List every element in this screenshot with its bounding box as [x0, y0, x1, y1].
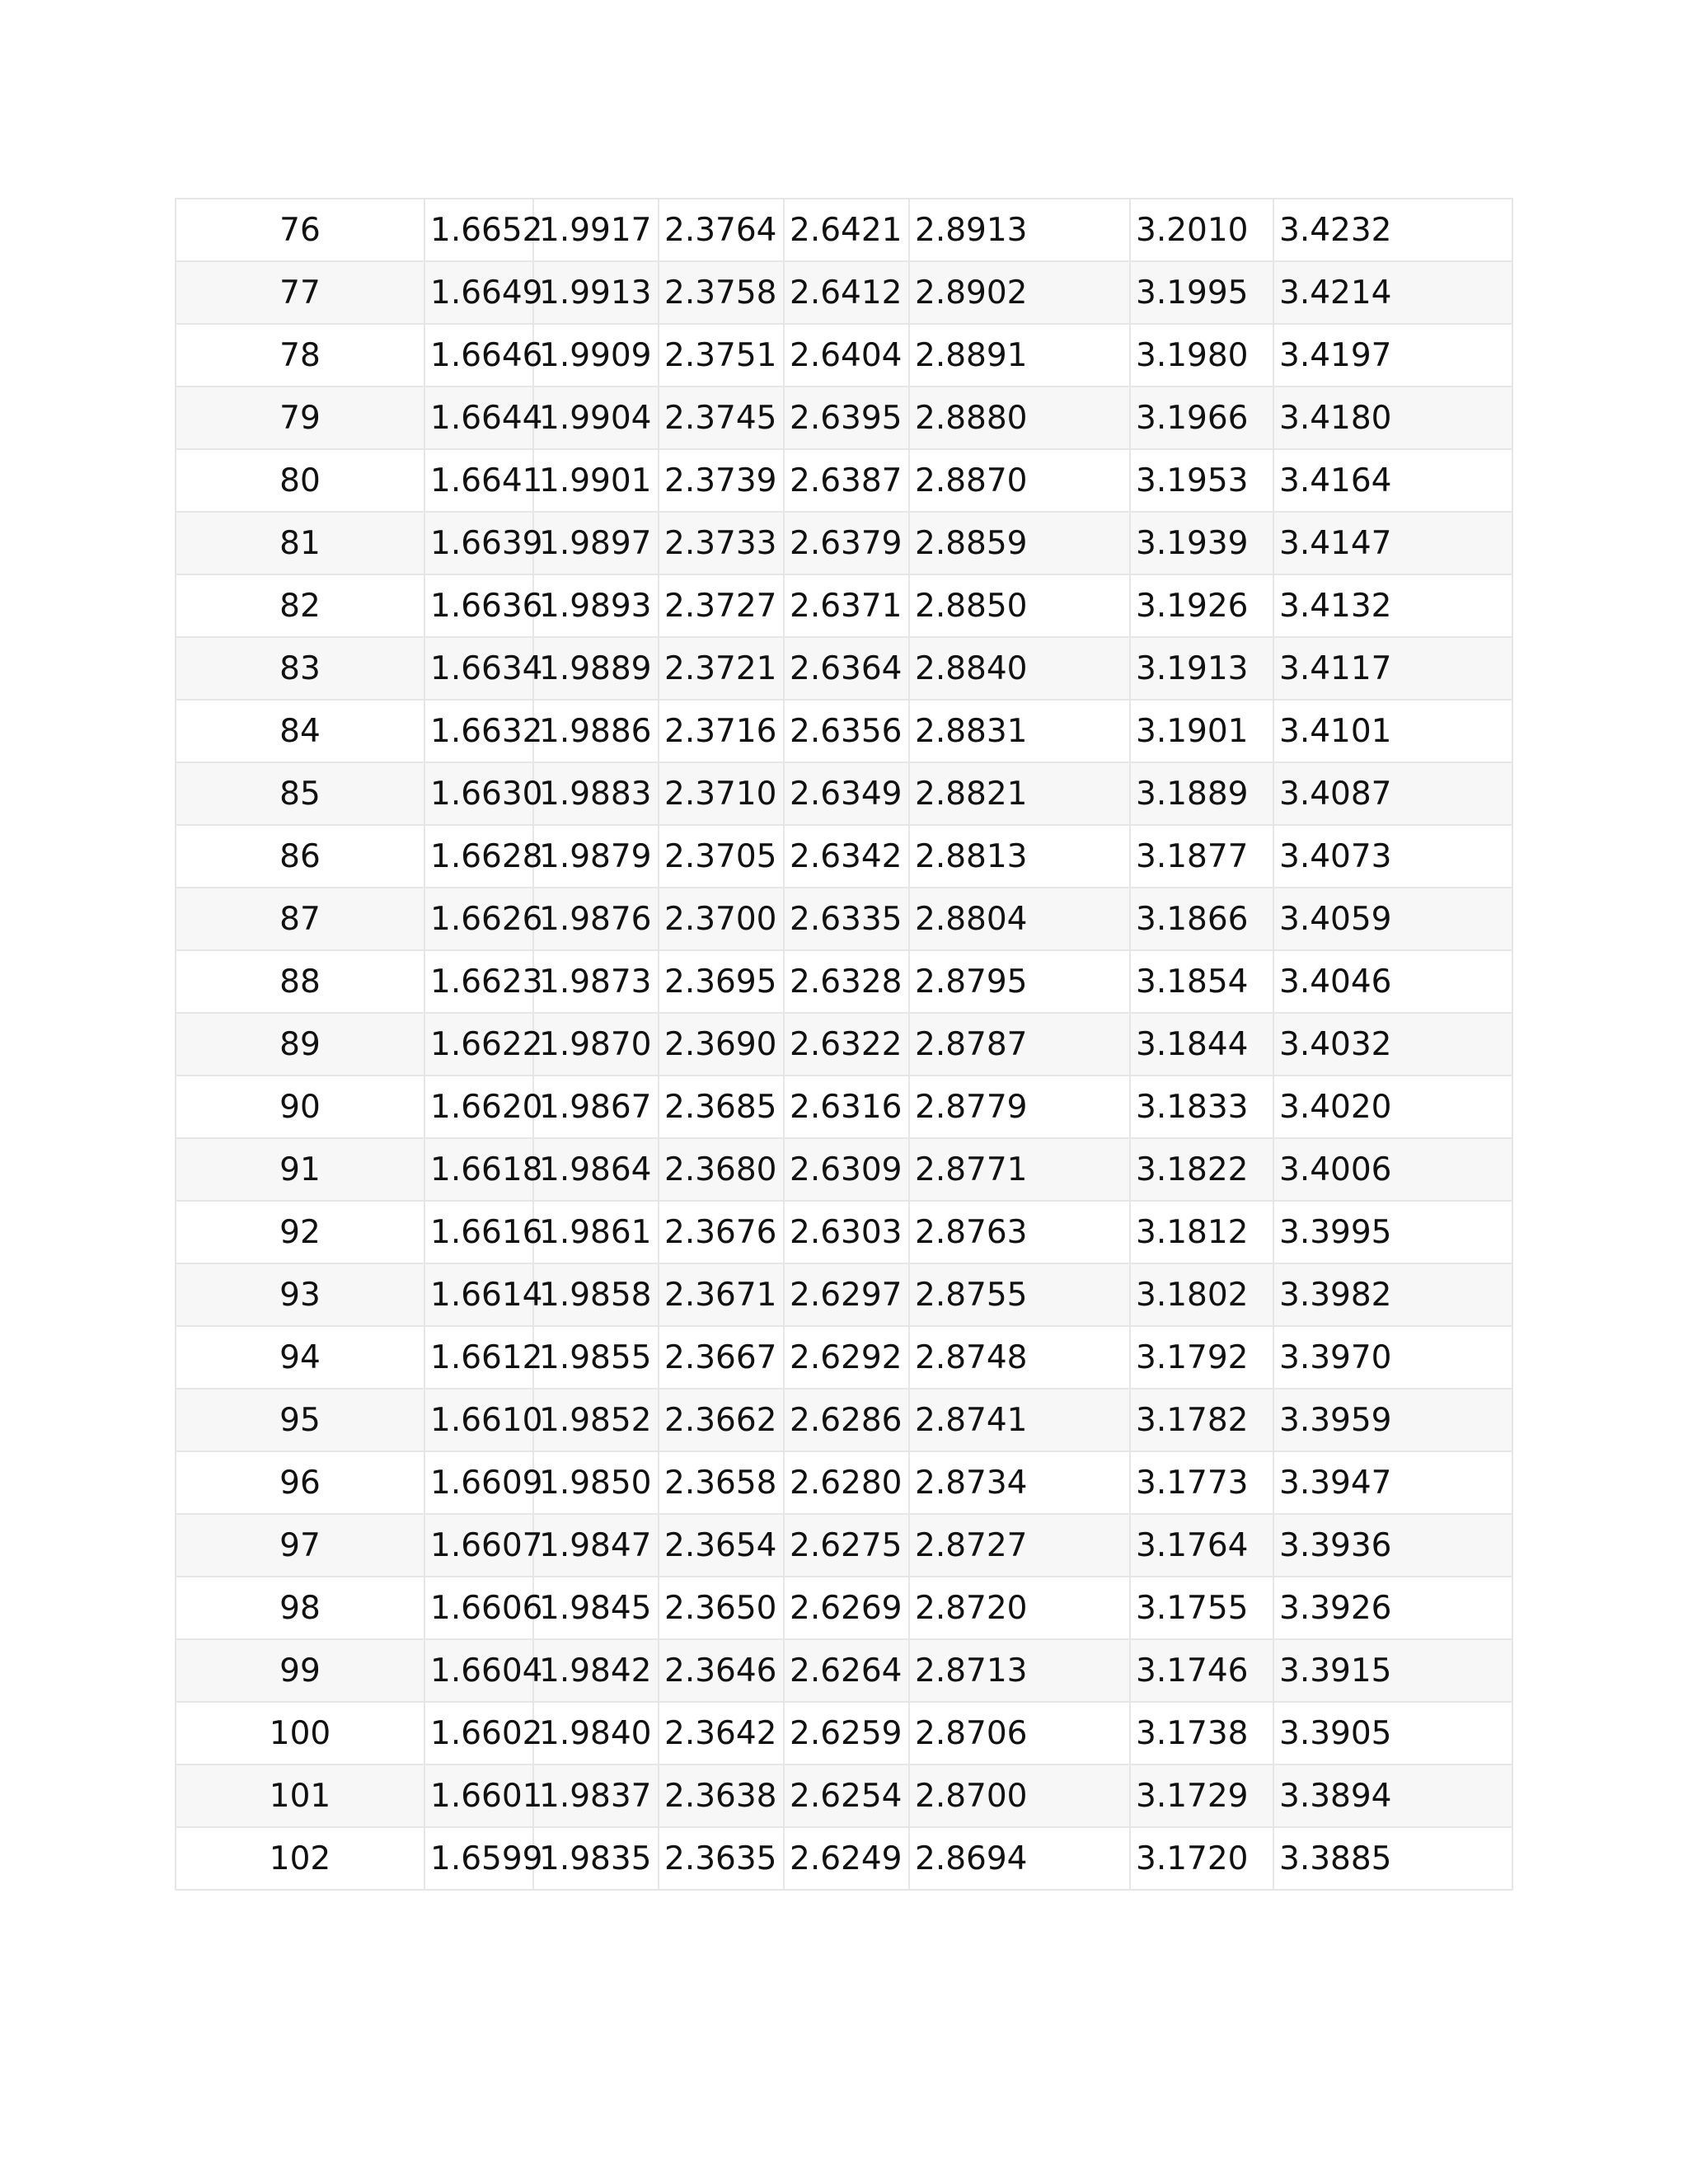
- value-cell[interactable]: 3.1755: [1130, 1577, 1273, 1639]
- value-cell[interactable]: 2.3705: [659, 825, 784, 888]
- value-cell[interactable]: 3.3885: [1273, 1827, 1512, 1890]
- value-cell[interactable]: 3.4232: [1273, 199, 1512, 261]
- value-cell[interactable]: 3.1995: [1130, 261, 1273, 324]
- value-cell[interactable]: 1.6620: [424, 1076, 533, 1138]
- value-cell[interactable]: 1.9837: [533, 1765, 659, 1827]
- value-cell[interactable]: 2.6259: [784, 1702, 909, 1765]
- value-cell[interactable]: 2.6303: [784, 1201, 909, 1263]
- value-cell[interactable]: 1.9847: [533, 1514, 659, 1577]
- value-cell[interactable]: 3.1720: [1130, 1827, 1273, 1890]
- value-cell[interactable]: 2.6364: [784, 637, 909, 700]
- value-cell[interactable]: 2.3671: [659, 1263, 784, 1326]
- value-cell[interactable]: 1.9873: [533, 950, 659, 1013]
- value-cell[interactable]: 1.6618: [424, 1138, 533, 1201]
- row-index-cell[interactable]: 86: [176, 825, 424, 888]
- value-cell[interactable]: 2.8821: [909, 762, 1130, 825]
- table-row: [176, 512, 1512, 574]
- value-cell[interactable]: 3.4006: [1273, 1138, 1512, 1201]
- value-cell[interactable]: 2.3676: [659, 1201, 784, 1263]
- value-cell[interactable]: 2.8694: [909, 1827, 1130, 1890]
- value-cell[interactable]: 2.6322: [784, 1013, 909, 1076]
- value-cell[interactable]: 1.9864: [533, 1138, 659, 1201]
- value-cell[interactable]: 2.6269: [784, 1577, 909, 1639]
- value-cell[interactable]: 1.6644: [424, 387, 533, 449]
- row-index-cell[interactable]: 94: [176, 1326, 424, 1389]
- value-cell[interactable]: 2.6328: [784, 950, 909, 1013]
- value-cell[interactable]: 3.1802: [1130, 1263, 1273, 1326]
- value-cell[interactable]: 2.6309: [784, 1138, 909, 1201]
- value-cell[interactable]: 1.6630: [424, 762, 533, 825]
- value-cell[interactable]: 1.6632: [424, 700, 533, 762]
- value-cell[interactable]: 2.3667: [659, 1326, 784, 1389]
- value-cell[interactable]: 3.1926: [1130, 574, 1273, 637]
- value-cell[interactable]: 2.6292: [784, 1326, 909, 1389]
- value-cell[interactable]: 1.6609: [424, 1451, 533, 1514]
- row-index-cell[interactable]: 88: [176, 950, 424, 1013]
- row-index-cell[interactable]: 98: [176, 1577, 424, 1639]
- table-row: [176, 1263, 1512, 1326]
- value-cell[interactable]: 3.4101: [1273, 700, 1512, 762]
- value-cell[interactable]: 3.4117: [1273, 637, 1512, 700]
- value-cell[interactable]: 2.6356: [784, 700, 909, 762]
- table-row: [176, 261, 1512, 324]
- value-cell[interactable]: 2.6379: [784, 512, 909, 574]
- value-cell[interactable]: 2.3721: [659, 637, 784, 700]
- value-cell[interactable]: 2.3650: [659, 1577, 784, 1639]
- value-cell[interactable]: 3.4059: [1273, 888, 1512, 950]
- value-cell[interactable]: 2.8840: [909, 637, 1130, 700]
- value-cell[interactable]: 3.3959: [1273, 1389, 1512, 1451]
- value-cell[interactable]: 3.1854: [1130, 950, 1273, 1013]
- table-row: [176, 1138, 1512, 1201]
- table-row: [176, 1013, 1512, 1076]
- value-cell[interactable]: 2.6395: [784, 387, 909, 449]
- row-index-cell[interactable]: 95: [176, 1389, 424, 1451]
- value-cell[interactable]: 1.9845: [533, 1577, 659, 1639]
- value-cell[interactable]: 2.8831: [909, 700, 1130, 762]
- value-cell[interactable]: 1.6599: [424, 1827, 533, 1890]
- value-cell[interactable]: 2.8804: [909, 888, 1130, 950]
- table-row: [176, 574, 1512, 637]
- value-cell[interactable]: 1.9897: [533, 512, 659, 574]
- value-cell[interactable]: 2.8720: [909, 1577, 1130, 1639]
- table-row: [176, 1514, 1512, 1577]
- value-cell[interactable]: 3.1901: [1130, 700, 1273, 762]
- value-cell[interactable]: 3.1939: [1130, 512, 1273, 574]
- value-cell[interactable]: 1.9861: [533, 1201, 659, 1263]
- value-cell[interactable]: 2.3642: [659, 1702, 784, 1765]
- value-cell[interactable]: 1.9855: [533, 1326, 659, 1389]
- row-index-cell[interactable]: 100: [176, 1702, 424, 1765]
- value-cell[interactable]: 2.3662: [659, 1389, 784, 1451]
- value-cell[interactable]: 2.8913: [909, 199, 1130, 261]
- value-cell[interactable]: 1.9901: [533, 449, 659, 512]
- value-cell[interactable]: 3.4197: [1273, 324, 1512, 387]
- row-index-cell[interactable]: 92: [176, 1201, 424, 1263]
- value-cell[interactable]: 1.9867: [533, 1076, 659, 1138]
- value-cell[interactable]: 1.9913: [533, 261, 659, 324]
- value-cell[interactable]: 2.6249: [784, 1827, 909, 1890]
- value-cell[interactable]: 2.8795: [909, 950, 1130, 1013]
- value-cell[interactable]: 1.6626: [424, 888, 533, 950]
- row-index-cell[interactable]: 101: [176, 1765, 424, 1827]
- value-cell[interactable]: 3.1833: [1130, 1076, 1273, 1138]
- value-cell[interactable]: 2.8734: [909, 1451, 1130, 1514]
- value-cell[interactable]: 2.3635: [659, 1827, 784, 1890]
- value-cell[interactable]: 1.6606: [424, 1577, 533, 1639]
- value-cell[interactable]: 2.6387: [784, 449, 909, 512]
- value-cell[interactable]: 1.9870: [533, 1013, 659, 1076]
- table-row: [176, 1451, 1512, 1514]
- value-cell[interactable]: 3.1764: [1130, 1514, 1273, 1577]
- row-index-cell[interactable]: 78: [176, 324, 424, 387]
- value-cell[interactable]: 1.9842: [533, 1639, 659, 1702]
- value-cell[interactable]: 3.4164: [1273, 449, 1512, 512]
- value-cell[interactable]: 2.3758: [659, 261, 784, 324]
- table-row: [176, 1201, 1512, 1263]
- row-index-cell[interactable]: 84: [176, 700, 424, 762]
- value-cell[interactable]: 1.9850: [533, 1451, 659, 1514]
- value-cell[interactable]: 2.6342: [784, 825, 909, 888]
- table-row: [176, 762, 1512, 825]
- value-cell[interactable]: 1.9852: [533, 1389, 659, 1451]
- row-index-cell[interactable]: 102: [176, 1827, 424, 1890]
- value-cell[interactable]: 2.3764: [659, 199, 784, 261]
- value-cell[interactable]: 2.6349: [784, 762, 909, 825]
- value-cell[interactable]: 1.6634: [424, 637, 533, 700]
- table-row: [176, 1389, 1512, 1451]
- value-cell[interactable]: 1.9909: [533, 324, 659, 387]
- value-cell[interactable]: 1.6636: [424, 574, 533, 637]
- value-cell[interactable]: 2.3654: [659, 1514, 784, 1577]
- value-cell[interactable]: 2.8850: [909, 574, 1130, 637]
- table-row: [176, 1639, 1512, 1702]
- value-cell[interactable]: 3.3936: [1273, 1514, 1512, 1577]
- value-cell[interactable]: 2.8700: [909, 1765, 1130, 1827]
- value-cell[interactable]: 2.6335: [784, 888, 909, 950]
- value-cell[interactable]: 3.2010: [1130, 199, 1273, 261]
- value-cell[interactable]: 1.6622: [424, 1013, 533, 1076]
- value-cell[interactable]: 3.4073: [1273, 825, 1512, 888]
- value-cell[interactable]: 2.3638: [659, 1765, 784, 1827]
- value-cell[interactable]: 3.3982: [1273, 1263, 1512, 1326]
- value-cell[interactable]: 1.6610: [424, 1389, 533, 1451]
- value-cell[interactable]: 3.1782: [1130, 1389, 1273, 1451]
- table-row: [176, 1326, 1512, 1389]
- value-cell[interactable]: 3.4032: [1273, 1013, 1512, 1076]
- value-cell[interactable]: 3.3947: [1273, 1451, 1512, 1514]
- value-cell[interactable]: 1.9883: [533, 762, 659, 825]
- value-cell[interactable]: 2.6371: [784, 574, 909, 637]
- value-cell[interactable]: 3.4147: [1273, 512, 1512, 574]
- value-cell[interactable]: 3.1738: [1130, 1702, 1273, 1765]
- table-row: [176, 637, 1512, 700]
- row-index-cell[interactable]: 97: [176, 1514, 424, 1577]
- value-cell[interactable]: 1.6641: [424, 449, 533, 512]
- value-cell[interactable]: 3.1980: [1130, 324, 1273, 387]
- row-index-cell[interactable]: 96: [176, 1451, 424, 1514]
- value-cell[interactable]: 2.6275: [784, 1514, 909, 1577]
- value-cell[interactable]: 3.1953: [1130, 449, 1273, 512]
- row-index-cell[interactable]: 87: [176, 888, 424, 950]
- row-index-cell[interactable]: 99: [176, 1639, 424, 1702]
- value-cell[interactable]: 3.1812: [1130, 1201, 1273, 1263]
- value-cell[interactable]: 1.9886: [533, 700, 659, 762]
- value-cell[interactable]: 1.9889: [533, 637, 659, 700]
- value-cell[interactable]: 2.8902: [909, 261, 1130, 324]
- table-row: [176, 1827, 1512, 1890]
- row-index-cell[interactable]: 85: [176, 762, 424, 825]
- value-cell[interactable]: 2.8741: [909, 1389, 1130, 1451]
- value-cell[interactable]: 2.3733: [659, 512, 784, 574]
- value-cell[interactable]: 2.8779: [909, 1076, 1130, 1138]
- row-index-cell[interactable]: 77: [176, 261, 424, 324]
- value-cell[interactable]: 2.8713: [909, 1639, 1130, 1702]
- value-cell[interactable]: 1.9879: [533, 825, 659, 888]
- value-cell[interactable]: 1.6646: [424, 324, 533, 387]
- row-index-cell[interactable]: 91: [176, 1138, 424, 1201]
- value-cell[interactable]: 1.6612: [424, 1326, 533, 1389]
- value-cell[interactable]: 1.6639: [424, 512, 533, 574]
- table-row: [176, 1702, 1512, 1765]
- value-cell[interactable]: 3.4214: [1273, 261, 1512, 324]
- value-cell[interactable]: 3.1913: [1130, 637, 1273, 700]
- value-cell[interactable]: 1.6614: [424, 1263, 533, 1326]
- value-cell[interactable]: 2.3646: [659, 1639, 784, 1702]
- value-cell[interactable]: 2.8891: [909, 324, 1130, 387]
- value-cell[interactable]: 1.6601: [424, 1765, 533, 1827]
- value-cell[interactable]: 2.6254: [784, 1765, 909, 1827]
- value-cell[interactable]: 2.6264: [784, 1639, 909, 1702]
- value-cell[interactable]: 3.1729: [1130, 1765, 1273, 1827]
- value-cell[interactable]: 2.3685: [659, 1076, 784, 1138]
- value-cell[interactable]: 2.8813: [909, 825, 1130, 888]
- table-row: [176, 700, 1512, 762]
- table-row: [176, 1577, 1512, 1639]
- value-cell[interactable]: 1.6628: [424, 825, 533, 888]
- value-cell[interactable]: 2.8748: [909, 1326, 1130, 1389]
- value-cell[interactable]: 2.3680: [659, 1138, 784, 1201]
- value-cell[interactable]: 3.3894: [1273, 1765, 1512, 1827]
- value-cell[interactable]: 1.6607: [424, 1514, 533, 1577]
- row-index-cell[interactable]: 82: [176, 574, 424, 637]
- value-cell[interactable]: 2.3745: [659, 387, 784, 449]
- value-cell[interactable]: 2.3700: [659, 888, 784, 950]
- value-cell[interactable]: 2.6297: [784, 1263, 909, 1326]
- value-cell[interactable]: 3.4020: [1273, 1076, 1512, 1138]
- value-cell[interactable]: 2.8870: [909, 449, 1130, 512]
- table-row: [176, 825, 1512, 888]
- value-cell[interactable]: 2.8880: [909, 387, 1130, 449]
- table-body: [176, 199, 1512, 1890]
- value-cell[interactable]: 3.3995: [1273, 1201, 1512, 1263]
- value-cell[interactable]: 3.4046: [1273, 950, 1512, 1013]
- value-cell[interactable]: 1.9835: [533, 1827, 659, 1890]
- value-cell[interactable]: 2.8859: [909, 512, 1130, 574]
- value-cell[interactable]: 1.6652: [424, 199, 533, 261]
- value-cell[interactable]: 3.1844: [1130, 1013, 1273, 1076]
- value-cell[interactable]: 1.9904: [533, 387, 659, 449]
- spreadsheet-sheet: [175, 198, 1512, 1891]
- value-cell[interactable]: 2.3716: [659, 700, 784, 762]
- values-table: [175, 198, 1513, 1891]
- table-row: [176, 950, 1512, 1013]
- value-cell[interactable]: 2.8763: [909, 1201, 1130, 1263]
- row-index-cell[interactable]: 89: [176, 1013, 424, 1076]
- value-cell[interactable]: 3.3905: [1273, 1702, 1512, 1765]
- value-cell[interactable]: 3.1792: [1130, 1326, 1273, 1389]
- value-cell[interactable]: 3.4180: [1273, 387, 1512, 449]
- value-cell[interactable]: 2.8727: [909, 1514, 1130, 1577]
- value-cell[interactable]: 3.1866: [1130, 888, 1273, 950]
- table-row: [176, 324, 1512, 387]
- table-row: [176, 1076, 1512, 1138]
- value-cell[interactable]: 1.9917: [533, 199, 659, 261]
- value-cell[interactable]: 2.3739: [659, 449, 784, 512]
- row-index-cell[interactable]: 81: [176, 512, 424, 574]
- value-cell[interactable]: 3.1773: [1130, 1451, 1273, 1514]
- table-row: [176, 888, 1512, 950]
- row-index-cell[interactable]: 80: [176, 449, 424, 512]
- row-index-cell[interactable]: 83: [176, 637, 424, 700]
- table-row: [176, 387, 1512, 449]
- value-cell[interactable]: 1.6623: [424, 950, 533, 1013]
- value-cell[interactable]: 2.3727: [659, 574, 784, 637]
- value-cell[interactable]: 2.3751: [659, 324, 784, 387]
- value-cell[interactable]: 1.6616: [424, 1201, 533, 1263]
- value-cell[interactable]: 2.3710: [659, 762, 784, 825]
- value-cell[interactable]: 1.9858: [533, 1263, 659, 1326]
- table-row: [176, 1765, 1512, 1827]
- value-cell[interactable]: 2.6404: [784, 324, 909, 387]
- value-cell[interactable]: 1.9840: [533, 1702, 659, 1765]
- value-cell[interactable]: 3.3926: [1273, 1577, 1512, 1639]
- value-cell[interactable]: 2.6421: [784, 199, 909, 261]
- value-cell[interactable]: 2.6286: [784, 1389, 909, 1451]
- value-cell[interactable]: 2.8755: [909, 1263, 1130, 1326]
- value-cell[interactable]: 2.8771: [909, 1138, 1130, 1201]
- value-cell[interactable]: 1.6602: [424, 1702, 533, 1765]
- value-cell[interactable]: 3.1746: [1130, 1639, 1273, 1702]
- value-cell[interactable]: 3.1966: [1130, 387, 1273, 449]
- row-index-cell[interactable]: 79: [176, 387, 424, 449]
- value-cell[interactable]: 1.6604: [424, 1639, 533, 1702]
- value-cell[interactable]: 2.3658: [659, 1451, 784, 1514]
- value-cell[interactable]: 2.6280: [784, 1451, 909, 1514]
- value-cell[interactable]: 1.6649: [424, 261, 533, 324]
- value-cell[interactable]: 2.6316: [784, 1076, 909, 1138]
- value-cell[interactable]: 1.9876: [533, 888, 659, 950]
- value-cell[interactable]: 3.4132: [1273, 574, 1512, 637]
- value-cell[interactable]: 3.1822: [1130, 1138, 1273, 1201]
- value-cell[interactable]: 2.6412: [784, 261, 909, 324]
- value-cell[interactable]: 3.4087: [1273, 762, 1512, 825]
- value-cell[interactable]: 2.3695: [659, 950, 784, 1013]
- table-row: [176, 449, 1512, 512]
- value-cell[interactable]: 2.8787: [909, 1013, 1130, 1076]
- value-cell[interactable]: 3.3970: [1273, 1326, 1512, 1389]
- value-cell[interactable]: 3.3915: [1273, 1639, 1512, 1702]
- value-cell[interactable]: 2.8706: [909, 1702, 1130, 1765]
- value-cell[interactable]: 3.1889: [1130, 762, 1273, 825]
- row-index-cell[interactable]: 76: [176, 199, 424, 261]
- value-cell[interactable]: 2.3690: [659, 1013, 784, 1076]
- row-index-cell[interactable]: 90: [176, 1076, 424, 1138]
- value-cell[interactable]: 1.9893: [533, 574, 659, 637]
- row-index-cell[interactable]: 93: [176, 1263, 424, 1326]
- value-cell[interactable]: 3.1877: [1130, 825, 1273, 888]
- table-row: [176, 199, 1512, 261]
